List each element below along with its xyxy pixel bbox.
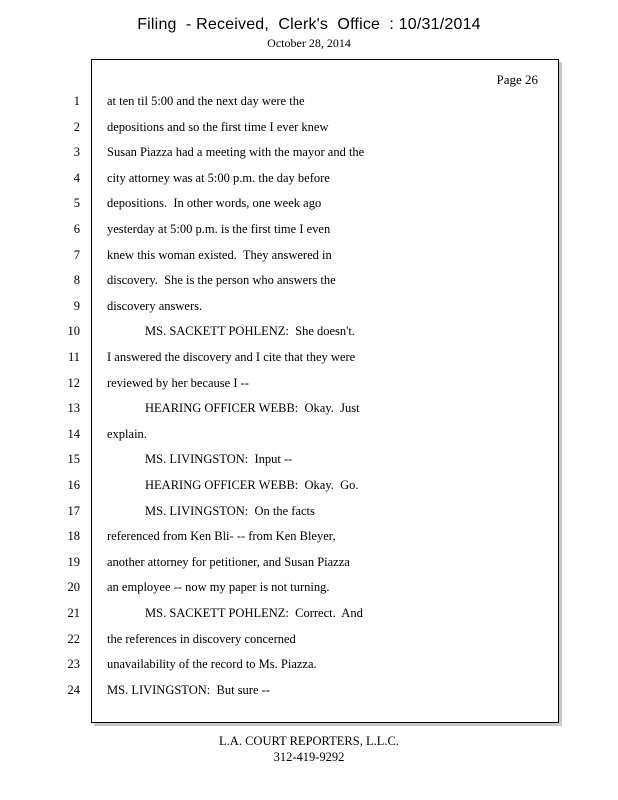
line-number: 1 [73,94,80,108]
filing-stamp: Filing - Received, Clerk's Office : 10/31/2014 [137,16,481,33]
line-text: depositions. In other words, one week ago [107,196,322,211]
line-text: depositions and so the first time I ever knew [107,119,329,134]
line-text: an employee -- now my paper is not turning. [107,580,330,595]
footer-company: L.A. COURT REPORTERS, L.L.C. [219,734,399,748]
line-number: 17 [67,503,80,518]
line-text: city attorney was at 5:00 p.m. the day before [107,170,330,185]
line-number: 7 [73,247,80,262]
line-number: 11 [67,350,80,364]
line-number: 5 [73,196,80,211]
line-text: I answered the discovery and I cite that they were [107,350,356,364]
line-text: MS. SACKETT POHLENZ: Correct. And [145,606,363,620]
transcript-date: October 28, 2014 [267,36,351,50]
line-number: 9 [73,298,80,313]
line-text: Susan Piazza had a meeting with the mayor and the [107,145,365,160]
line-number: 3 [73,145,80,160]
page-number: Page 26 [496,72,538,87]
line-number: 24 [67,682,80,697]
line-number: 6 [73,222,80,236]
line-text: HEARING OFFICER WEBB: Okay. Go. [145,478,359,492]
line-number: 12 [67,375,80,390]
line-number: 8 [73,273,80,288]
line-number: 23 [67,657,80,672]
line-number: 10 [67,324,80,339]
line-text: another attorney for petitioner, and Susan Piazza [107,554,350,569]
line-text: reviewed by her because I -- [107,375,249,390]
line-text: MS. LIVINGSTON: Input -- [145,452,293,467]
line-text: MS. SACKETT POHLENZ: She doesn't. [145,324,356,339]
line-number: 18 [67,529,80,544]
line-number: 19 [67,554,80,569]
line-text: unavailability of the record to Ms. Piazza. [107,657,317,672]
line-text: HEARING OFFICER WEBB: Okay. Just [145,401,360,416]
line-number: 13 [67,401,80,416]
line-number: 20 [67,580,80,595]
line-text: the references in discovery concerned [107,631,296,646]
line-number: 14 [67,426,80,441]
line-text: at ten til 5:00 and the next day were the [107,94,305,108]
line-text: discovery. She is the person who answers the [107,273,336,288]
line-text: MS. LIVINGSTON: On the facts [145,503,315,518]
line-number: 21 [67,606,80,620]
line-number: 4 [73,170,80,185]
line-text: referenced from Ken Bli- -- from Ken Bleyer, [107,529,336,544]
line-number: 15 [67,452,80,467]
line-number: 2 [73,119,80,134]
line-text: yesterday at 5:00 p.m. is the first time I even [107,222,331,236]
line-number: 22 [67,631,80,646]
line-text: knew this woman existed. They answered in [107,247,332,262]
line-number: 16 [67,478,80,492]
line-text: discovery answers. [107,298,203,313]
line-text: MS. LIVINGSTON: But sure -- [107,682,270,697]
footer-phone: 312-419-9292 [273,750,345,764]
line-text: explain. [107,426,147,441]
